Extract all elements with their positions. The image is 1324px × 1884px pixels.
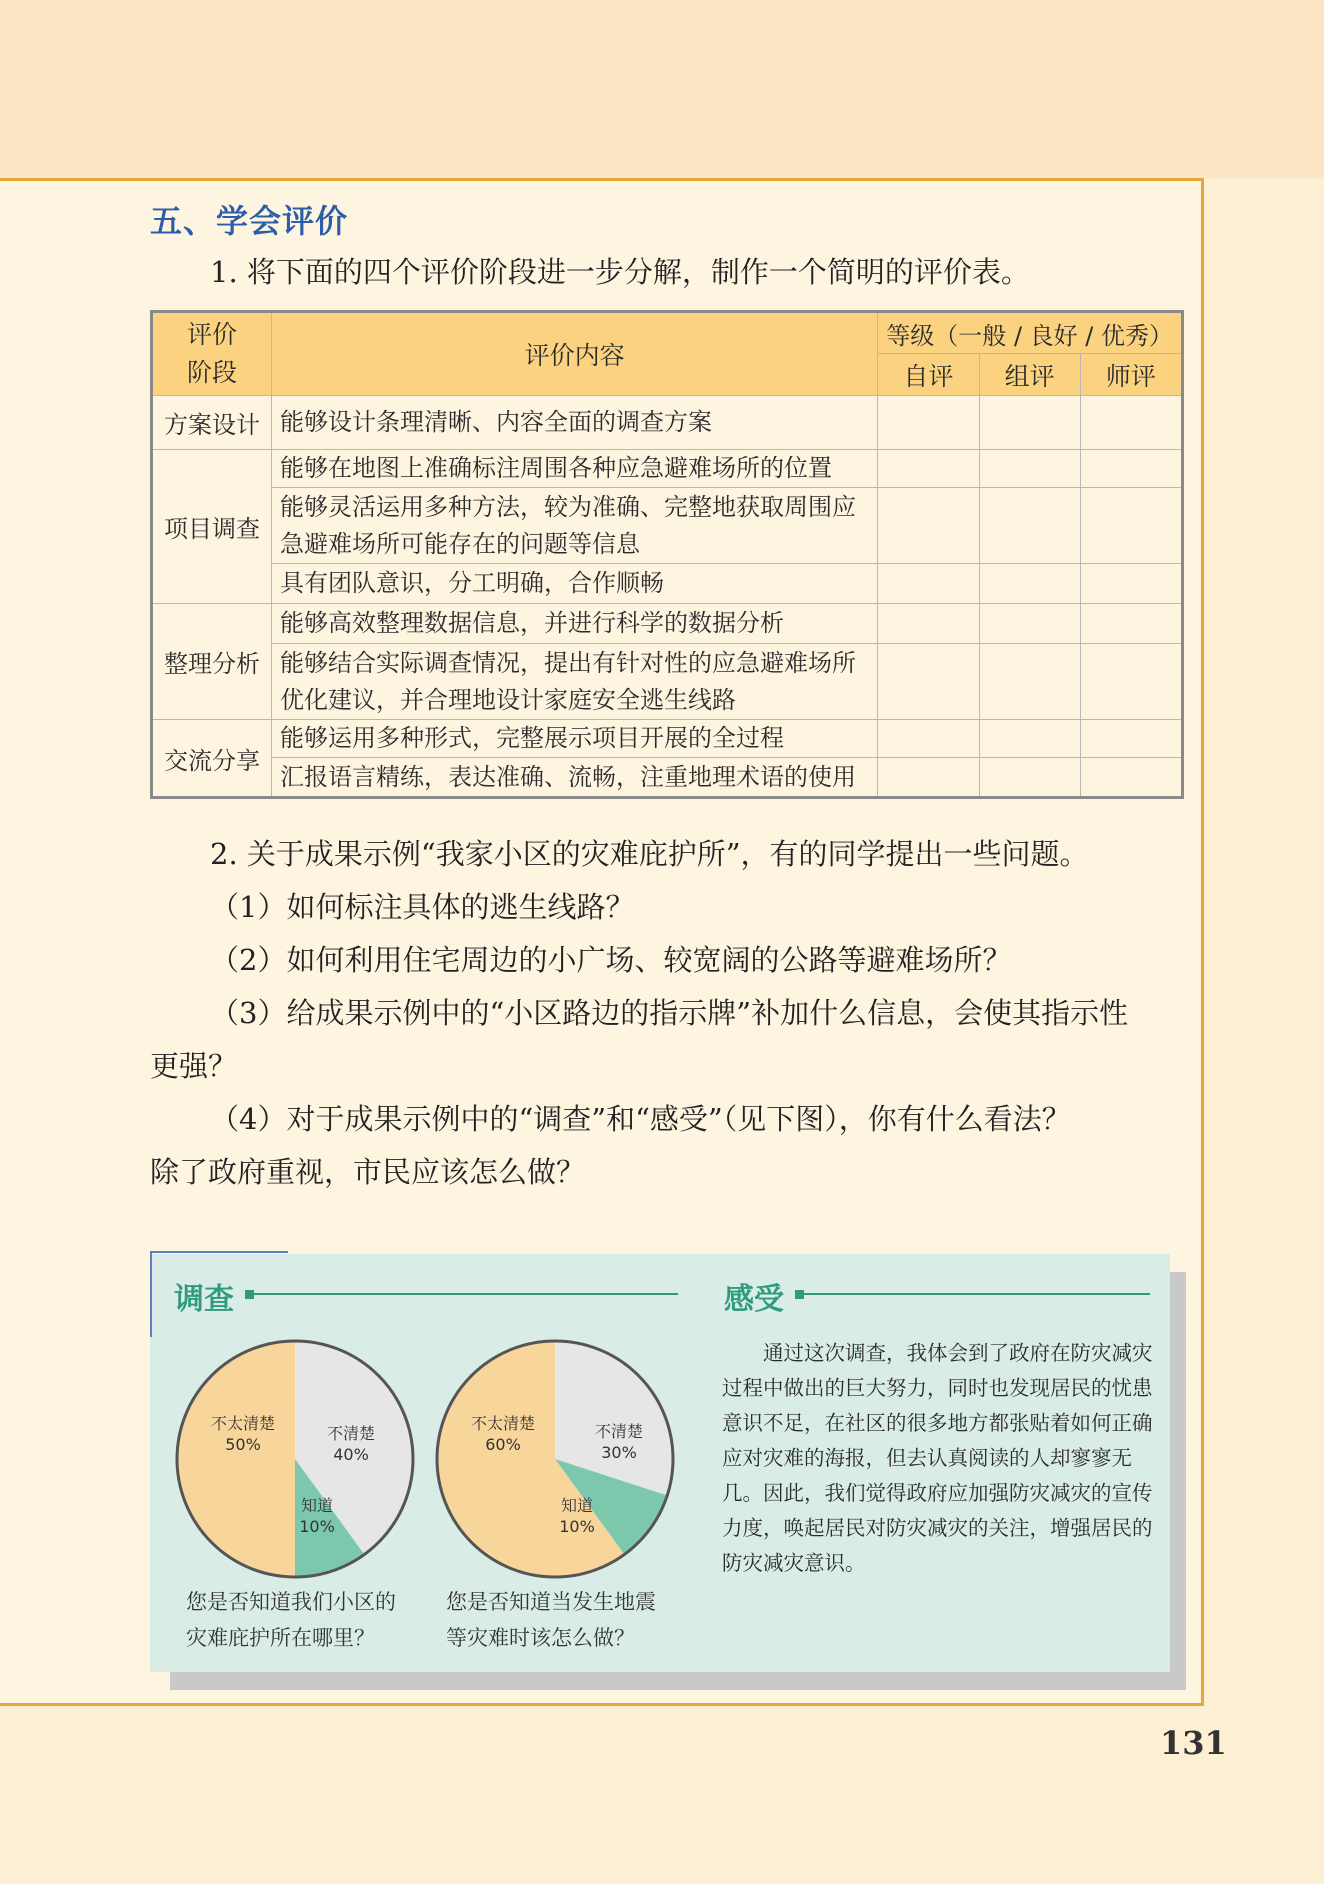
header-group: 组评 xyxy=(979,354,1080,396)
teacher-grade-cell[interactable] xyxy=(1080,604,1182,644)
pie-label-percent: 10% xyxy=(299,1517,335,1536)
content-cell: 具有团队意识，分工明确，合作顺畅 xyxy=(272,564,878,604)
table-row xyxy=(152,720,1183,758)
teacher-grade-cell[interactable] xyxy=(1080,450,1182,488)
self-grade-cell[interactable] xyxy=(878,396,979,450)
self-grade-cell[interactable] xyxy=(878,450,979,488)
header-stage xyxy=(152,312,272,396)
group-grade-cell[interactable] xyxy=(979,564,1080,604)
pie-chart-shelter-awareness xyxy=(172,1336,418,1582)
item2-q2: （2）如何利用住宅周边的小广场、较宽阔的公路等避难场所？ xyxy=(210,943,1012,977)
feeling-title-rule xyxy=(804,1293,1150,1295)
table-row xyxy=(152,396,1183,450)
table-row xyxy=(152,604,1183,644)
content-cell: 汇报语言精练，表达准确、流畅，注重地理术语的使用 xyxy=(272,758,878,798)
group-grade-cell[interactable] xyxy=(979,396,1080,450)
pie2-caption-line1: 您是否知道当发生地震 xyxy=(446,1590,656,1614)
item1-text: 1. 将下面的四个评价阶段进一步分解，制作一个简明的评价表。 xyxy=(210,255,1030,289)
pie-label-percent: 60% xyxy=(485,1435,521,1454)
content-cell: 能够运用多种形式，完整展示项目开展的全过程 xyxy=(272,720,878,758)
group-grade-cell[interactable] xyxy=(979,758,1080,798)
group-grade-cell[interactable] xyxy=(979,720,1080,758)
content-line: 急避难场所可能存在的问题等信息 xyxy=(280,529,640,558)
group-grade-cell[interactable] xyxy=(979,488,1080,564)
header-teacher: 师评 xyxy=(1080,354,1182,396)
feeling-text xyxy=(722,1336,1158,1581)
evaluation-table xyxy=(150,310,1184,799)
stage-cell: 交流分享 xyxy=(152,720,272,798)
content-line: 优化建议，并合理地设计家庭安全逃生线路 xyxy=(280,685,736,714)
group-grade-cell[interactable] xyxy=(979,604,1080,644)
content-cell xyxy=(272,488,878,564)
page-number: 131 xyxy=(1160,1724,1227,1762)
teacher-grade-cell[interactable] xyxy=(1080,396,1182,450)
content-cell: 能够高效整理数据信息，并进行科学的数据分析 xyxy=(272,604,878,644)
pie1-caption-line1: 您是否知道我们小区的 xyxy=(186,1590,396,1614)
stage-cell: 项目调查 xyxy=(152,450,272,604)
item2-q3-line2: 更强？ xyxy=(150,1049,238,1083)
teacher-grade-cell[interactable] xyxy=(1080,564,1182,604)
pie-label-percent: 10% xyxy=(559,1517,595,1536)
stage-cell: 整理分析 xyxy=(152,604,272,720)
item2-q4-line1: （4）对于成果示例中的“调查”和“感受”（见下图），你有什么看法？ xyxy=(210,1102,1071,1136)
survey-title-dot xyxy=(245,1290,254,1299)
content-line: 能够结合实际调查情况，提出有针对性的应急避难场所 xyxy=(280,648,856,677)
item2-intro: 2. 关于成果示例“我家小区的灾难庇护所”，有的同学提出一些问题。 xyxy=(210,837,1089,871)
pie2-caption xyxy=(446,1584,656,1656)
group-grade-cell[interactable] xyxy=(979,450,1080,488)
pie-label-category: 不太清楚 xyxy=(210,1414,276,1433)
pie-label-category: 不清楚 xyxy=(326,1424,376,1443)
self-grade-cell[interactable] xyxy=(878,488,979,564)
table-row xyxy=(152,758,1183,798)
content-cell: 能够设计条理清晰、内容全面的调查方案 xyxy=(272,396,878,450)
self-grade-cell[interactable] xyxy=(878,604,979,644)
feeling-title-dot xyxy=(795,1290,804,1299)
table-row xyxy=(152,644,1183,720)
teacher-grade-cell[interactable] xyxy=(1080,644,1182,720)
section-title: 五、学会评价 xyxy=(150,202,349,240)
teacher-grade-cell[interactable] xyxy=(1080,488,1182,564)
table-row xyxy=(152,564,1183,604)
content-cell xyxy=(272,644,878,720)
header-self: 自评 xyxy=(878,354,979,396)
feeling-paragraph: 通过这次调查，我体会到了政府在防灾减灾过程中做出的巨大努力，同时也发现居民的忧患意识不足，在社区的很多地方都张贴着如何正确应对灾难的海报，但去认真阅读的人却寥寥无几。因此，我们觉得政府应加强防灾减灾的宣传力度，唤起居民对防灾减灾的关注，增强居民的防灾减灾意识。 xyxy=(722,1341,1153,1575)
teacher-grade-cell[interactable] xyxy=(1080,758,1182,798)
self-grade-cell[interactable] xyxy=(878,720,979,758)
header-grade: 等级（一般 / 良好 / 优秀） xyxy=(878,312,1183,354)
item2-q1: （1）如何标注具体的逃生线路？ xyxy=(210,890,635,924)
item2-q4-line2: 除了政府重视，市民应该怎么做？ xyxy=(150,1155,586,1189)
self-grade-cell[interactable] xyxy=(878,644,979,720)
teacher-grade-cell[interactable] xyxy=(1080,720,1182,758)
table-row xyxy=(152,450,1183,488)
content-line: 能够灵活运用多种方法，较为准确、完整地获取周围应 xyxy=(280,492,856,521)
self-grade-cell[interactable] xyxy=(878,758,979,798)
group-grade-cell[interactable] xyxy=(979,644,1080,720)
stage-cell: 方案设计 xyxy=(152,396,272,450)
self-grade-cell[interactable] xyxy=(878,564,979,604)
pie-label-category: 知道 xyxy=(300,1496,334,1515)
feeling-title: 感受 xyxy=(724,1282,784,1317)
table-row xyxy=(152,488,1183,564)
pie2-caption-line2: 等灾难时该怎么做？ xyxy=(446,1626,635,1650)
pie-chart-earthquake-awareness xyxy=(432,1336,678,1582)
pie-label-category: 不太清楚 xyxy=(470,1414,536,1433)
pie-label-percent: 40% xyxy=(333,1445,369,1464)
pie-label-percent: 30% xyxy=(601,1443,637,1462)
header-content: 评价内容 xyxy=(272,312,878,396)
pie-slice-不太清楚 xyxy=(177,1341,295,1577)
item2-q3-line1: （3）给成果示例中的“小区路边的指示牌”补加什么信息，会使其指示性 xyxy=(210,996,1129,1030)
pie1-caption-line2: 灾难庇护所在哪里？ xyxy=(186,1626,375,1650)
content-cell: 能够在地图上准确标注周围各种应急避难场所的位置 xyxy=(272,450,878,488)
pie-label-percent: 50% xyxy=(225,1435,261,1454)
pie-label-category: 不清楚 xyxy=(594,1422,644,1441)
header-stage-line2: 阶段 xyxy=(186,358,237,387)
header-stage-line1: 评价 xyxy=(186,320,237,349)
survey-title-rule xyxy=(254,1293,678,1295)
pie1-caption xyxy=(186,1584,396,1656)
pie-label-category: 知道 xyxy=(560,1496,594,1515)
page-top-strip xyxy=(0,0,1324,178)
survey-title: 调查 xyxy=(174,1282,234,1317)
